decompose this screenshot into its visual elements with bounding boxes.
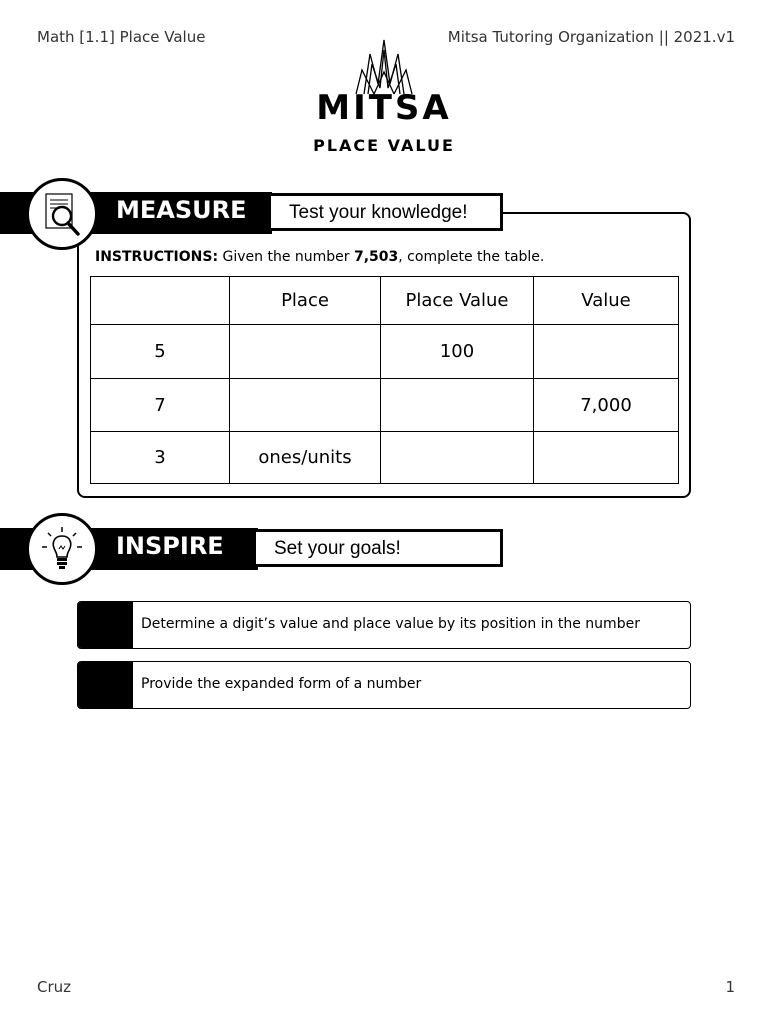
lightbulb-icon xyxy=(40,527,84,573)
table-header-cell: Value xyxy=(534,277,679,325)
place-value-table xyxy=(90,276,679,484)
table-cell-place[interactable] xyxy=(230,325,381,379)
table-cell-digit: 3 xyxy=(91,432,230,484)
table-cell-value[interactable] xyxy=(534,432,679,484)
table-header-cell: Place xyxy=(230,277,381,325)
goal-text: Provide the expanded form of a number xyxy=(141,676,422,692)
goal-marker xyxy=(78,602,133,648)
table-cell-place-value: 100 xyxy=(381,325,534,379)
measure-tagline: Test your knowledge! xyxy=(268,193,503,231)
table-row xyxy=(91,432,679,484)
logo-name: MITSA xyxy=(316,88,452,128)
table-cell-place-value[interactable] xyxy=(381,432,534,484)
instructions-post: , complete the table. xyxy=(398,249,545,265)
table-row xyxy=(91,379,679,432)
measure-badge xyxy=(26,178,98,250)
header-course: Math [1.1] Place Value xyxy=(37,28,206,46)
table-cell-digit: 7 xyxy=(91,379,230,432)
table-cell-value: 7,000 xyxy=(534,379,679,432)
goal-text: Determine a digit’s value and place value by its position in the number xyxy=(141,616,640,632)
inspire-badge xyxy=(26,513,98,585)
table-header-cell xyxy=(91,277,230,325)
magnifier-icon xyxy=(40,192,84,238)
table-row xyxy=(91,325,679,379)
instructions xyxy=(95,249,544,265)
footer-author: Cruz xyxy=(37,978,72,996)
table-cell-place[interactable] xyxy=(230,379,381,432)
crown-icon xyxy=(334,36,434,96)
goal-item xyxy=(77,661,691,709)
table-header-row xyxy=(91,277,679,325)
page-number: 1 xyxy=(725,978,735,996)
table-header-cell: Place Value xyxy=(381,277,534,325)
table-cell-digit: 5 xyxy=(91,325,230,379)
goal-item xyxy=(77,601,691,649)
instructions-number: 7,503 xyxy=(353,249,399,265)
goal-marker xyxy=(78,662,133,708)
inspire-title: INSPIRE xyxy=(116,532,224,560)
header-organization: Mitsa Tutoring Organization || 2021.v1 xyxy=(447,28,735,46)
table-cell-place-value[interactable] xyxy=(381,379,534,432)
table-cell-value[interactable] xyxy=(534,325,679,379)
table-cell-place: ones/units xyxy=(230,432,381,484)
instructions-pre: Given the number xyxy=(218,249,354,265)
instructions-label: INSTRUCTIONS: xyxy=(95,249,219,265)
logo-subtitle: PLACE VALUE xyxy=(313,136,455,155)
logo xyxy=(0,36,768,96)
inspire-tagline: Set your goals! xyxy=(253,529,503,567)
measure-title: MEASURE xyxy=(116,196,247,224)
